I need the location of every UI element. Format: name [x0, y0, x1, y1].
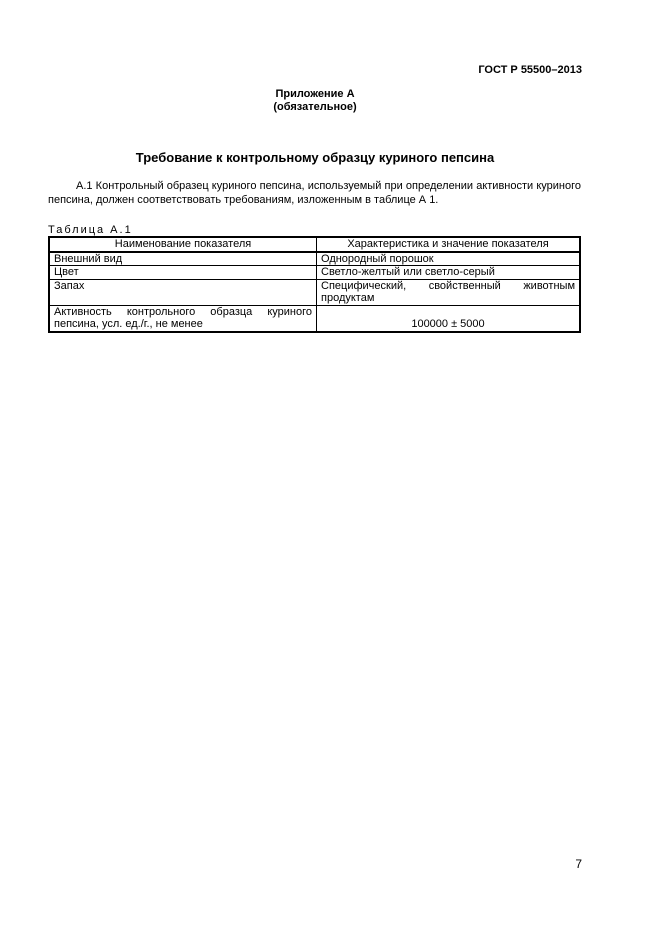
table-cell-value: 100000 ± 5000: [317, 305, 581, 332]
table-row: [49, 252, 580, 266]
annex-status: (обязательное): [273, 101, 357, 113]
requirements-table: [48, 236, 581, 333]
paragraph-a1: А.1 Контрольный образец куриного пепсина, используемый при определении активности куриного пепсина, должен соответствовать требованиям, изложенным в таблице А 1.: [48, 180, 581, 206]
table-header-row: [49, 237, 580, 252]
annex-heading: [0, 88, 630, 114]
table-cell-value: Однородный порошок: [317, 252, 581, 266]
table-cell-indicator: Активность контрольного образца куриного пепсина, усл. ед./г., не менее: [49, 305, 317, 332]
table-cell-indicator: Запах: [49, 279, 317, 305]
table-row: [49, 266, 580, 280]
table-row: [49, 279, 580, 305]
column-header-indicator: Наименование показателя: [49, 237, 317, 252]
table-caption: Таблица А.1: [48, 224, 133, 236]
table-cell-value: Специфический, свойственный животным продуктам: [317, 279, 581, 305]
table-cell-indicator: Внешний вид: [49, 252, 317, 266]
annex-label: Приложение А: [275, 88, 355, 100]
column-header-value: Характеристика и значение показателя: [317, 237, 581, 252]
document-code: ГОСТ Р 55500–2013: [478, 64, 582, 76]
table-cell-indicator: Цвет: [49, 266, 317, 280]
page-number: 7: [575, 857, 582, 871]
table-cell-value: Светло-желтый или светло-серый: [317, 266, 581, 280]
annex-title: Требование к контрольному образцу куриного пепсина: [135, 150, 495, 165]
table-row: [49, 305, 580, 332]
